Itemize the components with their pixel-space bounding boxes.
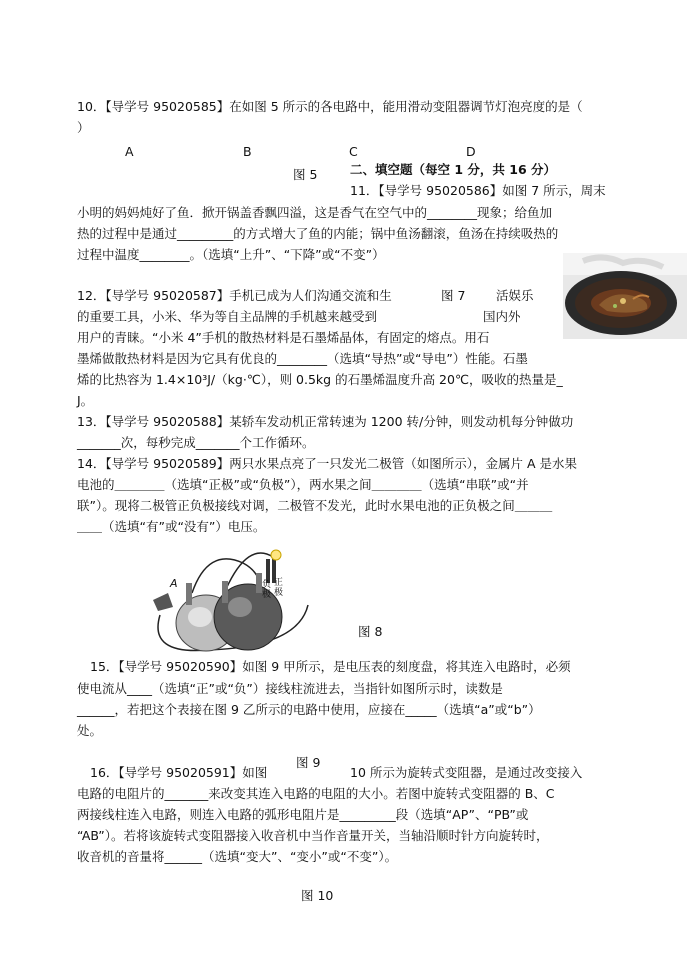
negative-pole-label: 负极 [262,580,272,600]
figure-7-caption: 图 7 [441,288,466,303]
q14-line-3: 联”）。现将二极管正负极接线对调，二极管不发光，此时水果电池的正负极之间＿＿＿ [77,498,553,513]
q12-line-1: 12．【导学号 95020587】手机已成为人们沟通交流和生 [77,288,392,303]
figure-9-caption: 图 9 [296,755,321,770]
q12-line-6: J。 [77,393,94,408]
q16-line-3: 两接线柱连入电路，则连入电路的弧形电阻片是_________段（选填“AP”、“PB”或 [77,807,529,822]
q12-line-1-end: 活娱乐 [496,288,534,303]
q16-line-5: 收音机的音量将______（选填“变大”、“变小”或“不变”）。 [77,849,398,864]
q10-option-b: B [243,144,252,159]
q15-line-2: 使电流从____（选填“正”或“负”）接线柱流进去，当指针如图所示时，读数是 [77,681,503,696]
q14-line-1: 14．【导学号 95020589】两只水果点亮了一只发光二极管（如图所示），金属片 A 是水果 [77,456,578,471]
q10-option-a: A [125,144,134,159]
q11-line-4: 过程中温度________。（选填“上升”、“下降”或“不变”） [77,247,385,262]
q12-line-2: 的重要工具，小米、华为等自主品牌的手机越来越受到 [77,309,378,324]
positive-pole-label: 正极 [274,578,284,598]
q10-option-c: C [349,144,358,159]
q11-line-1: 11．【导学号 95020586】如图 7 所示，周末 [350,183,606,198]
q16-line-4: “AB”）。若将该旋转式变阻器接入收音机中当作音量开关，当轴沿顺时针方向旋转时， [77,828,549,843]
figure-8-illustration [148,545,348,657]
figure-8-caption: 图 8 [358,624,383,639]
q16-line-1-end: 10 所示为旋转式变阻器，是通过改变接入 [350,765,583,780]
section-heading: 二、填空题（每空 1 分，共 16 分） [350,162,557,177]
q11-line-3: 热的过程中是通过_________的方式增大了鱼的内能；锅中鱼汤翻滚，鱼汤在持续吸热的 [77,226,559,241]
q12-line-3: 用户的青睐。“小米 4”手机的散热材料是石墨烯晶体，有固定的熔点。用石 [77,330,490,345]
q15-line-3: ______，若把这个表接在图 9 乙所示的电路中使用，应接在_____（选填“a”或“b”） [77,702,541,717]
q16-line-2: 电路的电阻片的_______来改变其连入电路的电阻的大小。若图中旋转式变阻器的 B、C [77,786,555,801]
q13-line-1: 13．【导学号 95020588】某轿车发动机正常转速为 1200 转/分钟，则发动机每分钟做功 [77,414,574,429]
q12-line-4: 墨烯做散热材料是因为它具有优良的________（选填“导热”或“导电”）性能。石墨 [77,351,528,366]
figure-7-photo [563,253,687,339]
figure-5-caption: 图 5 [293,167,318,182]
q15-line-1: 15．【导学号 95020590】如图 9 甲所示，是电压表的刻度盘，将其连入电路时，必须 [90,659,571,674]
q16-line-1: 16．【导学号 95020591】如图 [90,765,268,780]
q12-line-2-end: 国内外 [483,309,521,324]
q10-line-1: 10．【导学号 95020585】在如图 5 所示的各电路中，能用滑动变阻器调节灯泡亮度的是（ [77,99,583,114]
q10-line-2: ） [77,120,90,135]
q14-line-2: 电池的＿＿＿＿（选填“正极”或“负极”），两水果之间＿＿＿＿（选填“串联”或“并 [77,477,529,492]
q15-line-4: 处。 [77,723,103,738]
figure-10-caption: 图 10 [301,888,334,903]
electrode-a-label: A [170,577,178,590]
q12-line-5: 烯的比热容为 1.4×10³J/（kg·℃），则 0.5kg 的石墨烯温度升高 20℃，吸收的热量是_ [77,372,563,387]
q10-option-d: D [466,144,476,159]
q14-line-4: ＿＿（选填“有”或“没有”）电压。 [77,519,266,534]
q11-line-2: 小明的妈妈炖好了鱼．掀开锅盖香飘四溢，这是香气在空气中的________现象；给鱼加 [77,205,553,220]
q13-line-2: _______次，每秒完成_______个工作循环。 [77,435,315,450]
